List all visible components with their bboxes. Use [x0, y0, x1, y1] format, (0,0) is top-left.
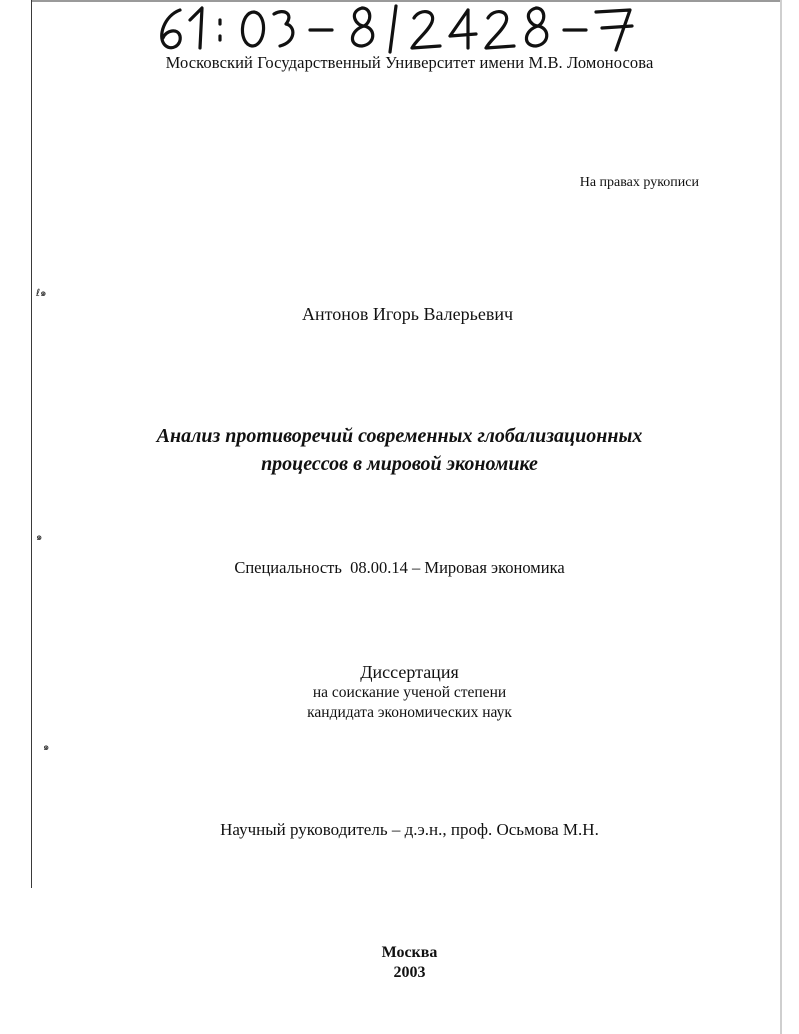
rights-note: На правах рукописи	[579, 175, 699, 190]
specialty-name: – Мировая экономика	[412, 558, 565, 577]
title-line-1: Анализ противоречий современных глобализационных	[156, 425, 643, 447]
imprint	[10, 943, 799, 983]
specialty-label: Специальность	[234, 558, 342, 577]
degree-line-1: на соискание ученой степени	[312, 684, 507, 701]
degree-line-2: кандидата экономических наук	[307, 704, 512, 721]
specialty	[0, 558, 799, 578]
degree-purpose	[10, 683, 799, 723]
university-name: Московский Государственный Университет имени М.В. Ломоносова	[165, 53, 654, 72]
scientific-supervisor: Научный руководитель – д.э.н., проф. Осьмова М.Н.	[220, 820, 599, 839]
year: 2003	[393, 964, 426, 981]
scan-margin-mark: ℓ๑	[36, 288, 47, 299]
thesis-type: Диссертация	[360, 662, 459, 682]
handwritten-archive-code-text	[150, 0, 650, 52]
title-line-2: процессов в мировой экономике	[261, 453, 538, 475]
scan-margin-mark: ๑	[43, 742, 50, 753]
city: Москва	[381, 944, 438, 961]
scan-margin-mark: ๑	[36, 532, 43, 543]
dissertation-title	[0, 422, 799, 478]
scan-edge-right	[780, 0, 782, 1034]
specialty-code: 08.00.14	[350, 558, 408, 577]
author-name: Антонов Игорь Валерьевич	[301, 304, 514, 324]
